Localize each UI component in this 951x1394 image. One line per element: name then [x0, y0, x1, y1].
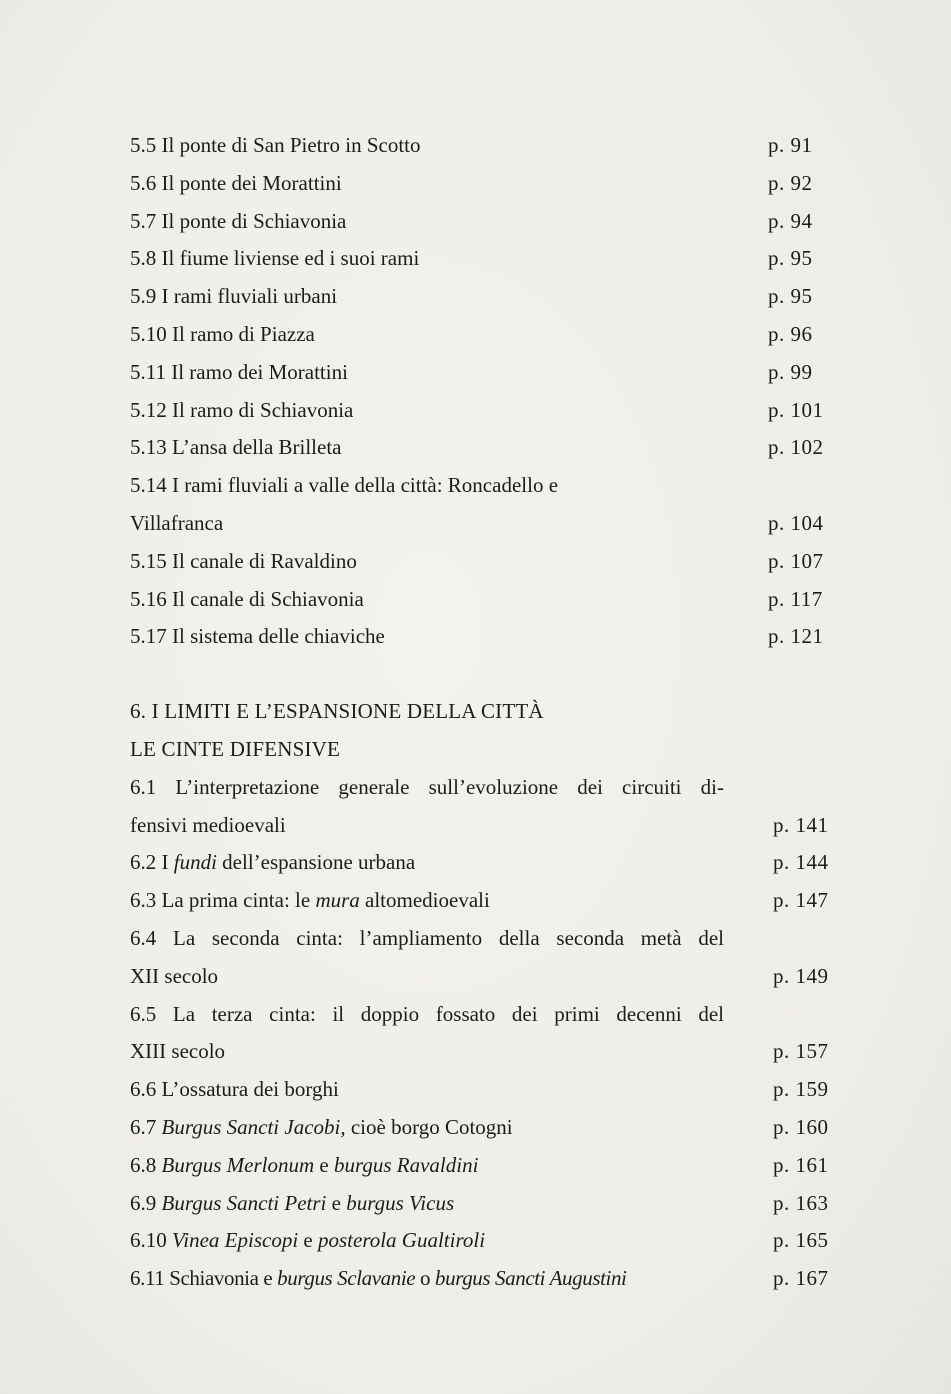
toc-entry-6-3 — [130, 882, 850, 920]
entry-title-italic: burgus Sclavanie — [277, 1266, 416, 1291]
toc-entry-6-5-line1 — [130, 996, 850, 1034]
entry-page: p. 159 — [773, 1077, 829, 1102]
section-spacer — [130, 656, 850, 693]
toc-entry-5-14-line1 — [130, 467, 850, 505]
entry-title: fensivi medioevali — [130, 812, 286, 837]
toc-entry-5-12 — [130, 392, 850, 430]
entry-title-italic: burgus Sancti Augustini — [435, 1266, 627, 1291]
entry-page: p. 157 — [773, 1039, 829, 1064]
entry-page: p. 141 — [773, 812, 829, 837]
entry-title: 6.1 L’interpretazione generale sull’evoluzione dei circuiti di- — [130, 774, 724, 799]
entry-title-part: 6.7 — [130, 1114, 162, 1139]
entry-title-italic: Vinea Episcopi — [172, 1228, 299, 1253]
entry-title: 6.4 La seconda cinta: l’ampliamento della seconda metà del — [130, 925, 724, 950]
toc-entry-6-4-line1 — [130, 920, 850, 958]
entry-title — [130, 1109, 513, 1147]
entry-title: 5.17 Il sistema delle chiaviche — [130, 624, 385, 649]
entry-title — [130, 1185, 454, 1223]
chapter-heading-6-line2 — [130, 731, 850, 769]
entry-title-italic: fundi — [173, 850, 217, 875]
toc-entry-6-8 — [130, 1147, 850, 1185]
entry-title: 6.6 L’ossatura dei borghi — [130, 1077, 339, 1102]
entry-page: p. 163 — [773, 1190, 829, 1215]
entry-title-part: e — [314, 1152, 334, 1177]
entry-page: p. 149 — [773, 963, 829, 988]
toc-entry-5-15 — [130, 543, 850, 581]
toc-entry-6-6 — [130, 1071, 850, 1109]
toc-entry-6-1-line2 — [130, 807, 850, 845]
toc-entry-6-5-line2 — [130, 1033, 850, 1071]
entry-page: p. 99 — [768, 359, 813, 384]
entry-page: p. 161 — [773, 1152, 829, 1177]
toc-entry-5-8 — [130, 240, 850, 278]
entry-title: 5.12 Il ramo di Schiavonia — [130, 397, 354, 422]
entry-page: p. 95 — [768, 246, 813, 271]
entry-title: 5.11 Il ramo dei Morattini — [130, 359, 348, 384]
toc-entry-6-11 — [130, 1260, 850, 1298]
entry-title: 5.15 Il canale di Ravaldino — [130, 548, 357, 573]
entry-title-part: , cioè borgo Cotogni — [340, 1114, 513, 1139]
toc-entry-5-5 — [130, 127, 850, 165]
toc-entry-5-6 — [130, 165, 850, 203]
toc-entry-6-9 — [130, 1185, 850, 1223]
entry-page: p. 104 — [768, 510, 824, 535]
entry-title: XII secolo — [130, 963, 219, 988]
chapter-heading: 6. I LIMITI E L’ESPANSIONE DELLA CITTÀ — [130, 699, 544, 724]
entry-title — [130, 1147, 478, 1185]
chapter-subheading: LE CINTE DIFENSIVE — [130, 736, 341, 761]
entry-title: 5.16 Il canale di Schiavonia — [130, 586, 364, 611]
entry-page: p. 102 — [768, 435, 824, 460]
entry-title — [130, 1260, 627, 1298]
toc-entry-5-14-line2 — [130, 505, 850, 543]
entry-page: p. 95 — [768, 284, 813, 309]
entry-title-part: e — [298, 1228, 318, 1253]
toc-entry-5-10 — [130, 316, 850, 354]
toc-entry-6-10 — [130, 1222, 850, 1260]
toc-entry-5-9 — [130, 278, 850, 316]
entry-title — [130, 882, 490, 920]
entry-page: p. 101 — [768, 397, 824, 422]
table-of-contents — [130, 127, 850, 1298]
entry-page: p. 94 — [768, 208, 813, 233]
entry-page: p. 144 — [773, 850, 829, 875]
entry-title: 5.14 I rami fluviali a valle della città: Roncadello e — [130, 473, 559, 498]
toc-entry-5-7 — [130, 203, 850, 241]
entry-title — [130, 844, 415, 882]
entry-title: 5.13 L’ansa della Brilleta — [130, 435, 342, 460]
toc-entry-5-17 — [130, 618, 850, 656]
toc-entry-6-1-line1 — [130, 769, 850, 807]
toc-entry-5-16 — [130, 581, 850, 619]
entry-title-italic: posterola Gualtiroli — [318, 1228, 486, 1253]
entry-title-part: 6.8 — [130, 1152, 162, 1177]
entry-title-italic: Burgus Sancti Jacobi — [161, 1114, 341, 1139]
entry-page: p. 160 — [773, 1114, 829, 1139]
entry-title-part: e — [326, 1190, 347, 1215]
entry-page: p. 117 — [768, 586, 823, 611]
entry-title-part: 6.2 I — [130, 850, 174, 875]
entry-page: p. 92 — [768, 170, 813, 195]
entry-title-part: dell’espansione urbana — [216, 850, 416, 875]
entry-page: p. 167 — [773, 1266, 829, 1291]
entry-page: p. 121 — [768, 624, 824, 649]
entry-title-italic: Burgus Merlonum — [161, 1152, 315, 1177]
entry-page: p. 165 — [773, 1228, 829, 1253]
entry-title: XIII secolo — [130, 1039, 226, 1064]
entry-title: 5.10 Il ramo di Piazza — [130, 321, 315, 346]
chapter-heading-6-line1 — [130, 693, 850, 731]
entry-title-part: o — [415, 1266, 436, 1291]
entry-title — [130, 1222, 485, 1260]
entry-title-part: 6.3 La prima cinta: le — [130, 888, 316, 913]
entry-title-italic: Burgus Sancti Petri — [161, 1190, 327, 1215]
entry-title-part: 6.11 Schiavonia e — [130, 1266, 278, 1291]
entry-title-italic: mura — [315, 888, 360, 913]
entry-page: p. 107 — [768, 548, 824, 573]
entry-title-part: 6.10 — [130, 1228, 172, 1253]
toc-entry-5-11 — [130, 354, 850, 392]
entry-title: Villafranca — [130, 510, 224, 535]
entry-title: 6.5 La terza cinta: il doppio fossato dei primi decenni del — [130, 1001, 724, 1026]
entry-title: 5.6 Il ponte dei Morattini — [130, 170, 342, 195]
toc-entry-5-13 — [130, 429, 850, 467]
toc-entry-6-2 — [130, 844, 850, 882]
entry-title: 5.8 Il fiume liviense ed i suoi rami — [130, 246, 420, 271]
entry-title-part: 6.9 — [130, 1190, 162, 1215]
toc-entry-6-4-line2 — [130, 958, 850, 996]
entry-page: p. 91 — [768, 133, 813, 157]
entry-page: p. 96 — [768, 321, 813, 346]
entry-title: 5.9 I rami fluviali urbani — [130, 284, 338, 309]
entry-title-italic: burgus Vicus — [346, 1190, 455, 1215]
entry-title-italic: burgus Ravaldini — [333, 1152, 479, 1177]
entry-page: p. 147 — [773, 888, 829, 913]
entry-title-part: altomedioevali — [359, 888, 490, 913]
toc-entry-6-7 — [130, 1109, 850, 1147]
entry-title: 5.5 Il ponte di San Pietro in Scotto — [130, 133, 421, 157]
entry-title: 5.7 Il ponte di Schiavonia — [130, 208, 347, 233]
